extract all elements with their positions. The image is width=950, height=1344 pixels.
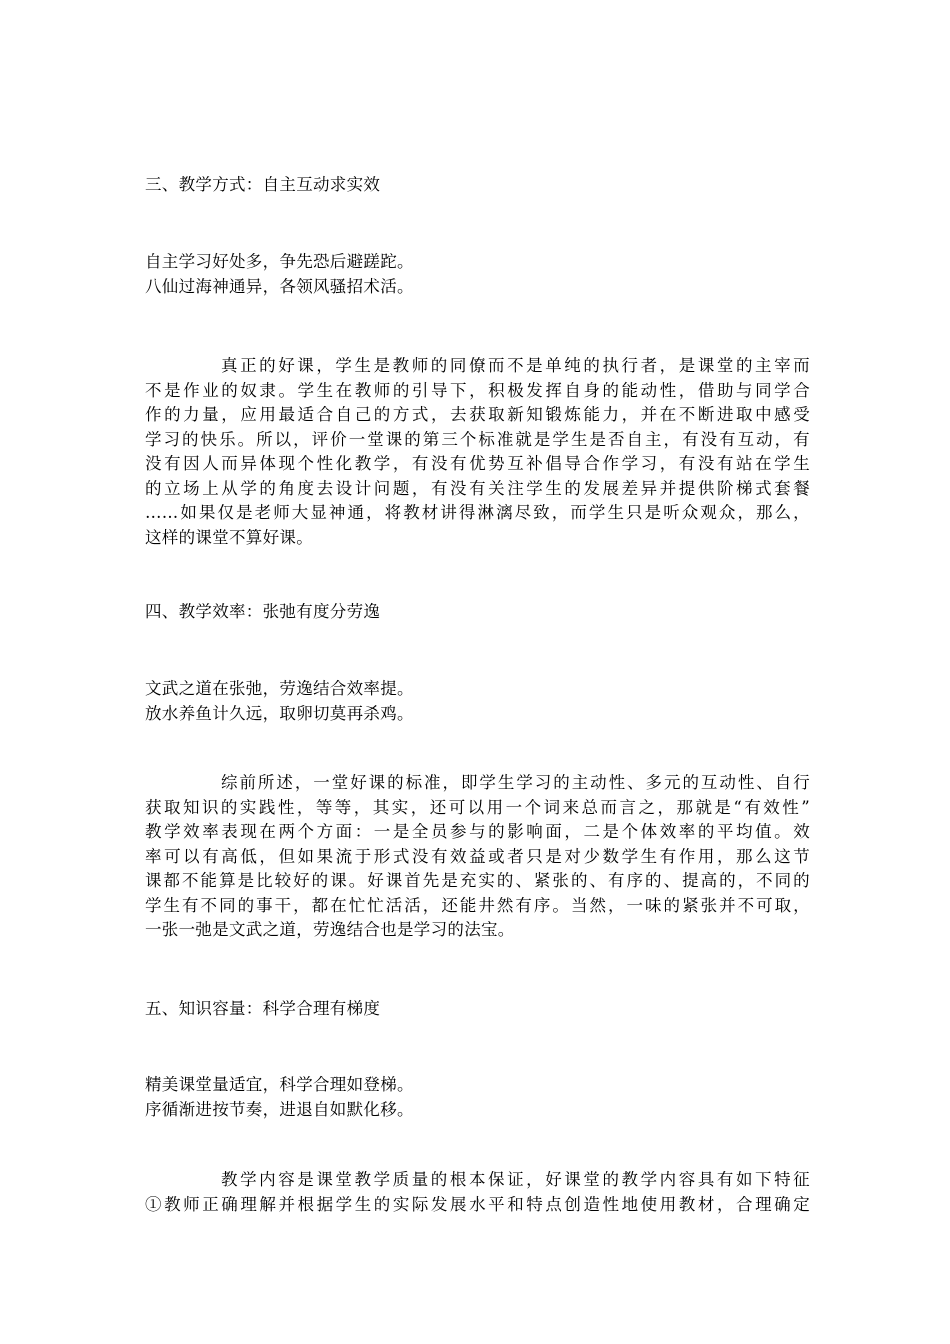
paragraph-line: 学习的快乐。所以，评价一堂课的第三个标准就是学生是否自主，有没有互动，有 xyxy=(145,429,810,449)
section-4-poem xyxy=(145,677,810,726)
section-5-heading xyxy=(145,997,810,1022)
section-4-paragraph xyxy=(145,771,810,943)
poem-line: 八仙过海神通异，各领风骚招术活。 xyxy=(145,276,414,296)
poem-line: 精美课堂量适宜，科学合理如登梯。 xyxy=(145,1075,414,1094)
section-5-paragraph xyxy=(145,1168,810,1217)
poem-line: 序循渐进按节奏，进退自如默化移。 xyxy=(145,1099,414,1119)
poem-line: 放水养鱼计久远，取卵切莫再杀鸡。 xyxy=(145,703,414,723)
paragraph-line: 没有因人而异体现个性化教学，有没有优势互补倡导合作学习，有没有站在学生 xyxy=(145,454,810,473)
paragraph-line: ①教师正确理解并根据学生的实际发展水平和特点创造性地使用教材，合理确定 xyxy=(145,1194,810,1214)
paragraph-line: ……如果仅是老师大显神通，将教材讲得淋漓尽致，而学生只是听众观众，那么， xyxy=(145,503,810,522)
section-4-heading xyxy=(145,600,810,625)
paragraph-line: 教学内容是课堂教学质量的根本保证，好课堂的教学内容具有如下特征 xyxy=(221,1170,810,1189)
heading-text: 四、教学效率：张弛有度分劳逸 xyxy=(145,602,381,621)
paragraph-line: 真正的好课，学生是教师的同僚而不是单纯的执行者，是课堂的主宰而 xyxy=(221,356,810,375)
paragraph-line: 率可以有高低，但如果流于形式没有效益或者只是对少数学生有作用，那么这节 xyxy=(145,846,810,866)
paragraph-line: 一张一弛是文武之道，劳逸结合也是学习的法宝。 xyxy=(145,920,515,939)
paragraph-line: 的立场上从学的角度去设计问题，有没有关注学生的发展差异并提供阶梯式套餐 xyxy=(145,478,810,498)
paragraph-line: 综前所述，一堂好课的标准，即学生学习的主动性、多元的互动性、自行 xyxy=(221,773,810,792)
paragraph-line: 作的力量，应用最适合自己的方式，去获取新知锻炼能力，并在不断进取中感受 xyxy=(145,405,810,424)
paragraph-line: 获取知识的实践性，等等，其实，还可以用一个词来总而言之，那就是“有效性” xyxy=(145,797,810,817)
paragraph-line: 不是作业的奴隶。学生在教师的引导下，积极发挥自身的能动性，借助与同学合 xyxy=(145,380,810,400)
poem-line: 自主学习好处多，争先恐后避蹉跎。 xyxy=(145,252,414,271)
poem-line: 文武之道在张弛，劳逸结合效率提。 xyxy=(145,679,414,698)
heading-text: 三、教学方式：自主互动求实效 xyxy=(145,175,381,194)
paragraph-line: 教学效率表现在两个方面：一是全员参与的影响面，二是个体效率的平均值。效 xyxy=(145,822,810,841)
paragraph-line: 学生有不同的事干，都在忙忙活活，还能井然有序。当然，一味的紧张并不可取， xyxy=(145,895,810,915)
section-3-poem xyxy=(145,250,810,299)
heading-text: 五、知识容量：科学合理有梯度 xyxy=(145,999,381,1018)
section-5-poem xyxy=(145,1073,810,1122)
paragraph-line: 这样的课堂不算好课。 xyxy=(145,527,313,547)
section-3-paragraph xyxy=(145,354,810,550)
paragraph-line: 课都不能算是比较好的课。好课首先是充实的、紧张的、有序的、提高的，不同的 xyxy=(145,871,810,890)
section-3-heading xyxy=(145,173,810,198)
